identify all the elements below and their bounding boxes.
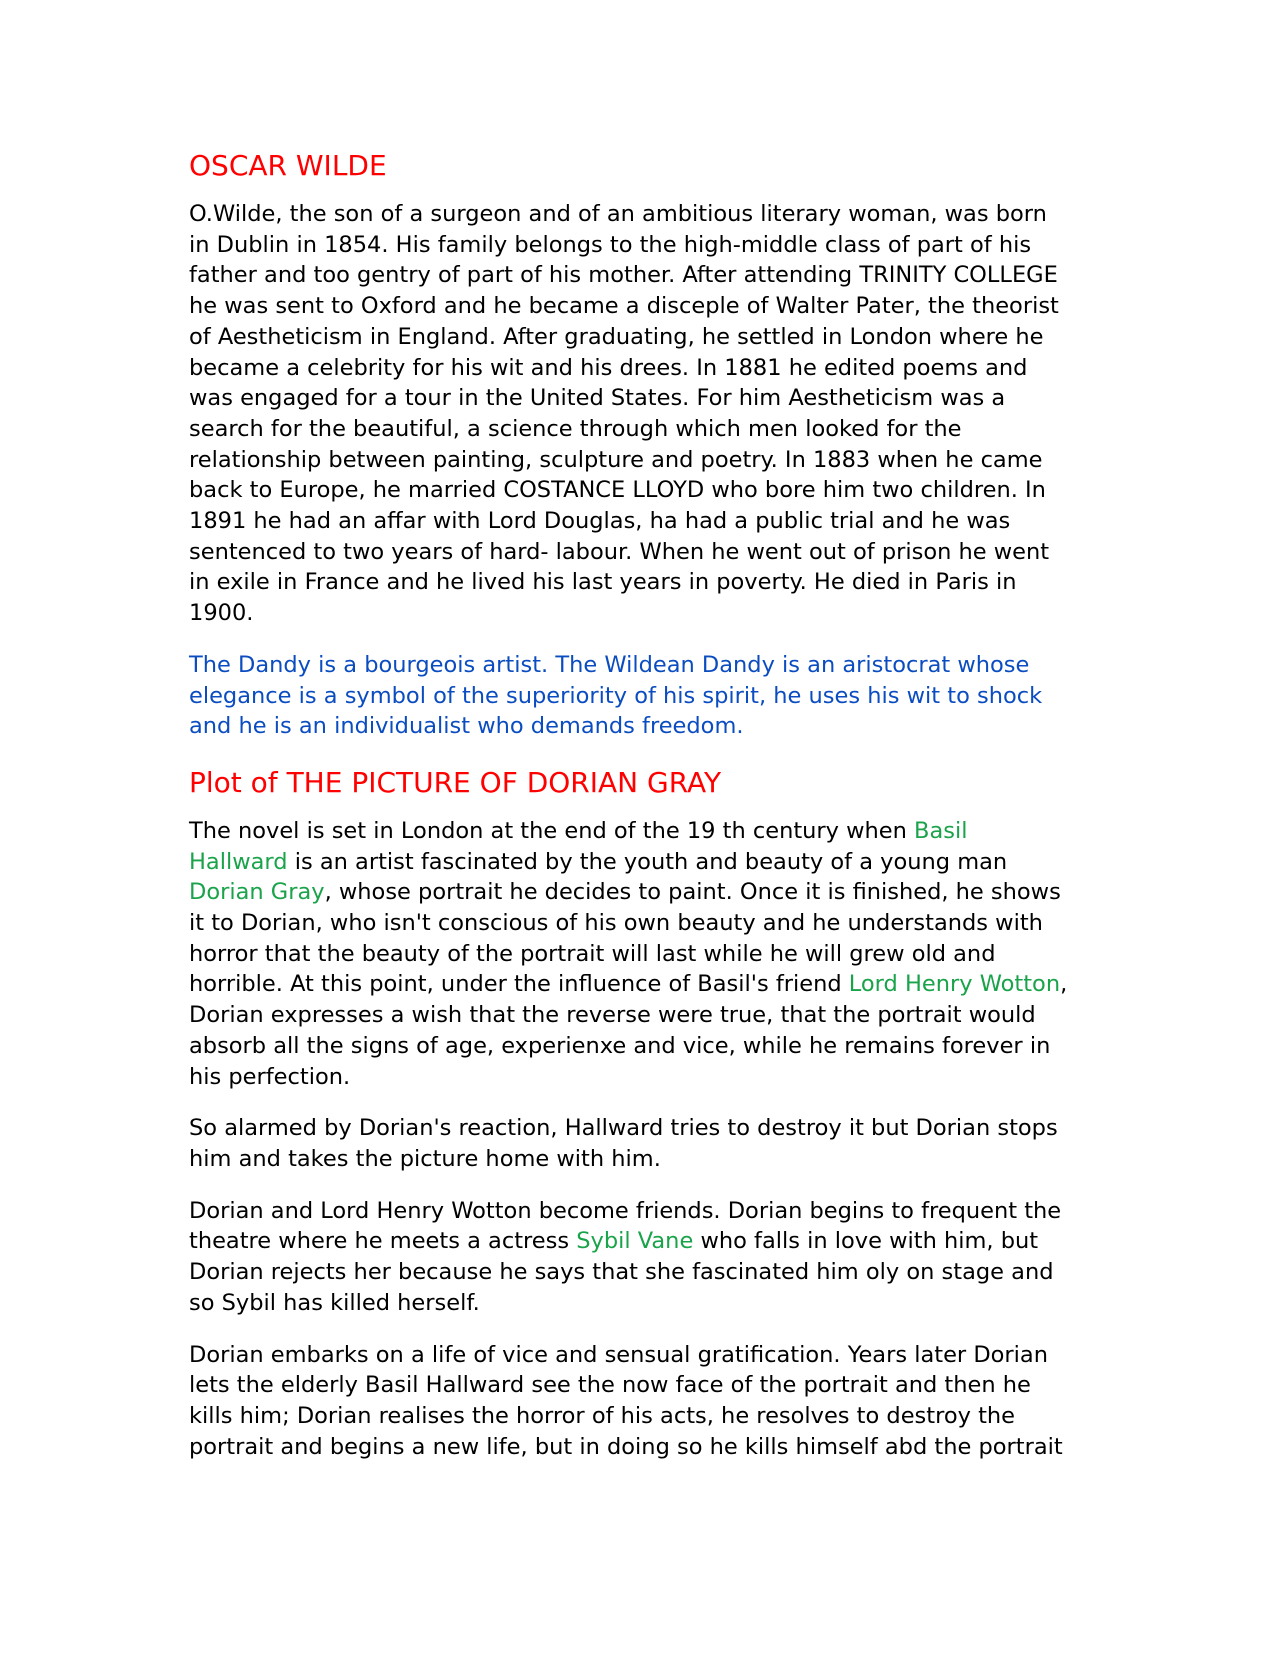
text-run: The novel is set in London at the end of the 19 th century when bbox=[189, 817, 915, 844]
text-line: portrait and begins a new life, but in doing so he kills himself abd the portrait bbox=[189, 1433, 1063, 1460]
text-line: search for the beautiful, a science through which men looked for the bbox=[189, 415, 962, 442]
text-line: O.Wilde, the son of a surgeon and of an ambitious literary woman, was born bbox=[189, 201, 1047, 227]
text-line: Dorian rejects her because he says that she fascinated him oly on stage and bbox=[189, 1259, 1054, 1286]
text-line: back to Europe, he married COSTANCE LLOYD who bore him two children. In bbox=[189, 477, 1046, 504]
text-run: horrible. At this point, under the influence of Basil's friend bbox=[189, 971, 849, 998]
text-line: of Aestheticism in England. After graduating, he settled in London where he bbox=[189, 323, 1044, 350]
text-line: elegance is a symbol of the superiority of his spirit, he uses his wit to shock bbox=[189, 682, 1043, 709]
character-name: Sybil Vane bbox=[576, 1228, 694, 1255]
text-line: 1900. bbox=[189, 600, 254, 627]
text-run: , whose portrait he decides to paint. Once it is finished, he shows bbox=[324, 879, 1061, 906]
text-line: horror that the beauty of the portrait will last while he will grew old and bbox=[189, 940, 996, 967]
text-line: and he is an individualist who demands freedom. bbox=[189, 713, 744, 740]
heading-oscar-wilde: OSCAR WILDE bbox=[189, 149, 387, 182]
character-name: Basil bbox=[914, 817, 968, 844]
text-line: became a celebrity for his wit and his drees. In 1881 he edited poems and bbox=[189, 354, 1028, 381]
text-run: , bbox=[1060, 971, 1068, 998]
heading-plot: Plot of THE PICTURE OF DORIAN GRAY bbox=[189, 765, 722, 799]
text-line: his perfection. bbox=[189, 1063, 351, 1090]
text-run: who falls in love with him, but bbox=[693, 1228, 1039, 1255]
text-line: absorb all the signs of age, experienxe and vice, while he remains forever in bbox=[189, 1032, 1051, 1059]
text-line bbox=[189, 847, 1089, 878]
text-line bbox=[189, 877, 1089, 908]
text-line: so Sybil has killed herself. bbox=[189, 1289, 480, 1316]
plot-paragraph-1 bbox=[189, 816, 1089, 1092]
biography-paragraph bbox=[189, 199, 1089, 629]
text-line: 1891 he had an affar with Lord Douglas, ha had a public trial and he was bbox=[189, 508, 1011, 535]
plot-paragraph-4 bbox=[189, 1340, 1089, 1463]
text-line bbox=[189, 969, 1089, 1000]
text-line: in Dublin in 1854. His family belongs to the high-middle class of part of his bbox=[189, 231, 1032, 258]
text-line: relationship between painting, sculpture and poetry. In 1883 when he came bbox=[189, 446, 1043, 473]
character-name: Lord Henry Wotton bbox=[848, 971, 1061, 998]
text-line: So alarmed by Dorian's reaction, Hallward tries to destroy it but Dorian stops bbox=[189, 1115, 1058, 1142]
plot-paragraph-3 bbox=[189, 1196, 1089, 1319]
text-line: he was sent to Oxford and he became a disceple of Walter Pater, the theorist bbox=[189, 293, 1059, 320]
dandy-paragraph bbox=[189, 650, 1089, 742]
character-name: Hallward bbox=[189, 848, 288, 875]
text-line: in exile in France and he lived his last years in poverty. He died in Paris in bbox=[189, 569, 1017, 596]
text-line: father and too gentry of part of his mother. After attending TRINITY COLLEGE bbox=[189, 262, 1058, 289]
document-page bbox=[189, 146, 1089, 1483]
text-line bbox=[189, 1226, 1089, 1257]
text-line bbox=[189, 816, 1089, 847]
text-line: it to Dorian, who isn't conscious of his own beauty and he understands with bbox=[189, 910, 1043, 937]
character-name: Dorian Gray bbox=[189, 879, 325, 906]
text-run: is an artist fascinated by the youth and beauty of a young man bbox=[287, 848, 1008, 875]
text-line: was engaged for a tour in the United States. For him Aestheticism was a bbox=[189, 385, 1006, 412]
text-line: Dorian expresses a wish that the reverse were true, that the portrait would bbox=[189, 1002, 1036, 1029]
plot-paragraph-2 bbox=[189, 1113, 1089, 1174]
text-line: Dorian embarks on a life of vice and sensual gratification. Years later Dorian bbox=[189, 1341, 1048, 1368]
text-run: theatre where he meets a actress bbox=[189, 1228, 577, 1255]
text-line: The Dandy is a bourgeois artist. The Wildean Dandy is an aristocrat whose bbox=[189, 651, 1030, 678]
text-line: him and takes the picture home with him. bbox=[189, 1145, 661, 1172]
text-line: sentenced to two years of hard- labour. When he went out of prison he went bbox=[189, 538, 1050, 565]
text-line: kills him; Dorian realises the horror of his acts, he resolves to destroy the bbox=[189, 1402, 1016, 1429]
text-line: lets the elderly Basil Hallward see the now face of the portrait and then he bbox=[189, 1372, 1031, 1399]
text-line: Dorian and Lord Henry Wotton become friends. Dorian begins to frequent the bbox=[189, 1197, 1062, 1224]
